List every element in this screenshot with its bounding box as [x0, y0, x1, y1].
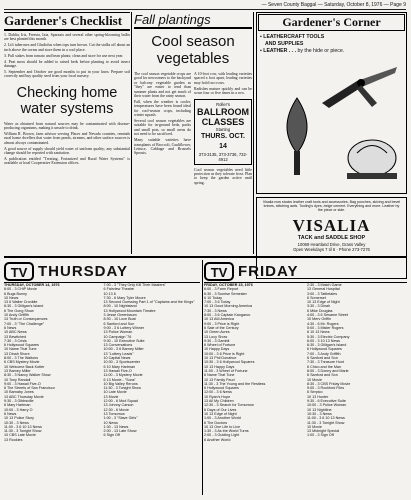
left-column [4, 12, 130, 167]
checklist-body [4, 33, 130, 79]
ad-item: AND SUPPLIES [265, 41, 304, 47]
listing-col [204, 283, 304, 442]
tv-entry: 13 All My Children [204, 399, 234, 404]
tv-entry: 10:30 - 3 Sportscenter [103, 360, 140, 365]
tv-entry: 6 Name That Tune [204, 373, 235, 378]
tv-entry: 10 13 Edge of Night [307, 300, 340, 305]
tv-entry: 3 Jesse Greenbaum [103, 313, 137, 318]
tv-entry: 4:30 - 6 Mr. Rogers [307, 321, 339, 326]
column-divider [202, 260, 203, 495]
ad-item: ▪ LEATHERCRAFT TOOLS [260, 34, 325, 40]
tv-entry: 11:00 - 3 Mystery Movie [103, 373, 143, 378]
page-header: — Seven County Baggal — Saturday, October 8, 1976 — Page 9 [4, 2, 406, 10]
tv-entry: 6 CBS Mystery Movie [4, 360, 40, 365]
tv-entry: 8:00 - 3 6 Captain Kangaroo [204, 313, 251, 318]
visalia-subtitle: TACK and SADDLE SHOP [297, 234, 366, 241]
tv-entry: 10 Big Valley Reruns [103, 381, 138, 386]
ad-item: ▪ LEATHER . . . by the hide or piece. [260, 48, 345, 54]
paragraph: The cool season vegetable crops are good for newcomers to the backyard or balcony vegetable garden as "they" are easier to tend than summer plants and not get much of their water from the rainy season. [134, 72, 191, 99]
tv-entry: 10 13 Hunter [307, 394, 329, 399]
gardeners-corner-title: Gardener's Corner [258, 14, 405, 31]
tv-listings [4, 256, 407, 498]
fall-plantings-label: Fall plantings [134, 12, 252, 29]
tv-entry: 7:30 - 3 Crisis [4, 338, 27, 343]
tv-entry: 2:00 - 13 Late Show [103, 429, 137, 434]
tv-entry: 8:00 - 3 The Waltons [4, 356, 39, 361]
trowel-icon [267, 93, 327, 178]
tv-entry: 6 Hollywood Squares [307, 347, 342, 352]
tv-entry: 13 Midnight Special [307, 429, 340, 434]
tv-entry: 10 13 Edge of Night [204, 411, 237, 416]
paragraph: Several cool season vegetables are suitable for in-ground beds, packs and small pots, so small areas do not need to be sacrificed. [134, 119, 191, 137]
gardeners-corner-ad [256, 12, 407, 194]
tv-entry: 9:30 - 6 Executive Suite [307, 399, 346, 404]
tv-entry: 6 Serpico [307, 390, 323, 395]
ad-line: Starting [215, 126, 231, 132]
tv-entry: 13 Rookies [4, 437, 23, 442]
tv-day-thursday: THURSDAY [38, 262, 128, 280]
tv-entry: 5:30 - 3 Electric Company [307, 334, 350, 339]
tv-entry: 6 Sale of the Century [204, 325, 239, 330]
tv-entry: 6 10 Today [204, 295, 222, 300]
tv-entry: 12:30 - 3 Search for Tomorrow [204, 403, 254, 408]
tv-entry: 13 Bewitched [4, 334, 27, 339]
tv-entry: 10 CBS Late Movie [4, 433, 36, 438]
tv-entry: 6 Mary Hartman [4, 403, 31, 408]
listing-col [307, 283, 407, 442]
tv-entry: 6:00 - 3 10 13 News [307, 338, 341, 343]
tv-entry: 11:30 - 3 Tonight Show [307, 420, 345, 425]
ad-caption: Visalia now stocks leather craft tools and accessories. Bag punches, skiving and bevel knives, stitching awls. Tooling's dyes, beige cement. Everything and more. Leather by the piece or side. [262, 200, 401, 213]
tv-entry: 11:00 - 3 6 10 13 News [4, 424, 42, 429]
tv-entry: 11:00 - 3 6 10 13 News [307, 416, 345, 421]
tv-entry: 6 Wheel of Fortune [204, 343, 236, 348]
tv-entry: 8:30 - 10 Love Boat [103, 317, 136, 322]
tv-entry: 1:00 - 3 "Slave Girls" [103, 416, 138, 421]
tv-entry: 10 Movie [307, 424, 322, 429]
pruning-shears-icon [317, 63, 402, 113]
tv-entry: 12:30 - 6 Movie [103, 407, 129, 412]
tv-entry: 6 The Gong Show [4, 308, 34, 313]
tv-entry: 10 Andy Griffith [4, 313, 30, 318]
tv-entry: 6:30 - 3 Sunrise Semester [204, 291, 247, 296]
tv-entry: 2:30 - 3 Match Game [307, 283, 342, 287]
tv-entry: 6 10 Mary Hartman [103, 364, 136, 369]
tv-entry: 10:00 - 3 6 Price is Right [204, 351, 245, 356]
tv-thursday [4, 260, 200, 442]
water-systems-body [4, 122, 130, 166]
tv-entry: 6 Somerset [307, 295, 326, 300]
tv-entry: 10 Late Movie [103, 390, 127, 395]
tv-entry: 2:00 - 3 Guiding Light [204, 433, 240, 438]
tv-entry: 4:00 - 3 6 Sesame Street [307, 313, 348, 318]
tv-entry: 11:30 - 3 The Young and the Restless [204, 381, 266, 386]
tv-entry: 6 Chico and the Man [307, 364, 342, 369]
tv-entry: 7:30 - 3 Treasure Hunt [307, 360, 344, 365]
tv-entry: 10 Green Acres [204, 330, 230, 335]
bullet-icon: ▪ [260, 34, 264, 40]
tv-entry: 6 10 13 News [307, 330, 330, 335]
tv-entry: 6 The Streets of San Francisco [4, 386, 55, 391]
tv-entry: 13 Truth or Consequences [4, 317, 48, 322]
tv-entry: 13 Johnny Carson [103, 403, 134, 408]
ad-line: Roller's [216, 101, 230, 107]
bullet-icon: ▪ [260, 48, 264, 54]
checklist-item: 2. Lift tuberoses and Gladiolus when tops turn brown. Cut the stalks off about an inch above the corms and store them in a cool place. [4, 43, 130, 52]
paragraph: Fall, when the weather is cooler, temperatures have been found ideal for cool-season crops, including winter squash. [134, 99, 191, 118]
tv-entry: 9:00 - 3 Price is Right [204, 321, 240, 326]
tv-entry: 3:00 - 3 Tattletales [307, 291, 338, 296]
tv-entry: 10 Happy Days [204, 347, 230, 352]
tv-entry: 10 Barnaby Jones [4, 390, 34, 395]
tv-entry: 13 Barney Miller [4, 368, 31, 373]
tv-entry: 5:00 - 3 Mister Rogers [307, 325, 344, 330]
tv-entry: 7:00 - 3 6 Today [204, 300, 231, 305]
column-divider [253, 12, 254, 254]
article-text-right [194, 72, 252, 187]
tv-entry: 10 Ryan's Hope [204, 394, 231, 399]
tv-entry: 10 13 6 [103, 291, 116, 296]
tv-entry: 9:00 - 3 Hawaii Five-O [4, 381, 41, 386]
tv-entry: 10:00 - 3 6 Barney Miller [103, 347, 144, 352]
tv-entry: 1:00 - 3 Another World [204, 416, 241, 421]
tv-entry: 9:30 - 10 Executive Suite [103, 338, 145, 343]
tv-entry: 8:00 - 3 Donny and Marie [307, 368, 349, 373]
tv-entry: 7:00 - 3 "The Challenge" [4, 321, 45, 326]
tv-logo-icon: TV [4, 262, 34, 281]
listing-col [104, 283, 201, 442]
tv-entry: 10 13 Family Feud [204, 377, 235, 382]
middle-column [134, 12, 252, 187]
tv-entry: 8:30 - 3 CBS Friday Movie [307, 381, 351, 386]
tv-entry: 10 News [103, 420, 118, 425]
article-text-left [134, 72, 191, 187]
checklist-item: 5. September and October are good months to put in your lawn. Prepare soil correctly and buy quality seed from your local nursery. [4, 69, 130, 79]
tv-entry: 7:30 - 6 Mary Tyler Moore [103, 295, 146, 300]
tv-entry: 10 13 One Life to Live [204, 424, 241, 429]
tv-entry: 8:00 - 10 Nightstand [103, 304, 137, 309]
tv-entry: 10 13 Phil Donahue [204, 356, 237, 361]
ad-date: THURS. OCT. 14 [201, 132, 245, 150]
tv-entry: 7:00 - 3 "They Only Kill Their Masters" [103, 283, 166, 287]
tv-entry: 6 The Doctors [204, 420, 228, 425]
water-systems-headline: Checking home water systems [16, 84, 118, 117]
tv-entry: 13 Conversations [103, 343, 133, 348]
tv-entry: 13 Dinah Shore [4, 351, 30, 356]
tv-entry: 10 13 Police Story [4, 416, 34, 421]
tv-entry: 7:00 - 3 Andy Griffith [307, 351, 341, 356]
paragraph: William R. Brown, farm advisor serving Placer and Nevada counties, reminds rural home dwellers that water from ponds, streams, and other surface sources is almost always contaminated. [4, 131, 130, 145]
tv-entry: 13 ABC Thursday Movie [4, 394, 44, 399]
cool-season-headline: Cool season vegetables [151, 33, 235, 67]
tv-entry: 10 13 Nightline [307, 407, 332, 412]
tv-entry: 13 Hawaii Five-O [103, 368, 132, 373]
tv-entry: 6:30 - 3 Gilligan's Island [4, 304, 44, 309]
tv-entry: 10 ABC News [4, 330, 27, 335]
tv-entry: 12:00 - 3 6 News [204, 390, 232, 395]
ad-phone: 373-3135, 373-3736, 732-4912 [198, 151, 248, 162]
tv-entry: 10 Tony Randall [4, 377, 31, 382]
tv-day-friday: FRIDAY [238, 262, 299, 280]
column-divider [131, 12, 132, 254]
tv-entry: 10 Capital News [103, 356, 131, 361]
tv-entry: 7:30 - 3 News [204, 308, 227, 313]
tv-entry: 13 Lucy Show [204, 334, 228, 339]
tv-entry: 10 Campaign '76 [103, 334, 132, 339]
checklist-item: 1. Dahlia, Iris, Freesia, Ixia, Sparaxis and several other spring-blooming bulbs are best planted this month. [4, 33, 130, 42]
tv-entry: 11:30 - 3 Tonight Show [4, 429, 42, 434]
tv-entry: 6 Sanford and Son [307, 356, 338, 361]
tv-entry: 6 Sign Off [103, 433, 120, 438]
tv-entry: 10 Welcome Back Kotter [4, 364, 45, 369]
checklist-item: 4. Peat moss should be added to raised beds before planting to avoid insect damage. [4, 59, 130, 68]
tv-entry: 8:30 - 3 Nancy Walker Show [4, 373, 51, 378]
tv-entry: 10:30 - 3 News [4, 420, 29, 425]
tv-entry: 6 Fairview Theatre [103, 287, 134, 292]
tv-entry: 6:30 - 3 Gilligan's Island [307, 343, 347, 348]
tv-entry: 10 Movie [307, 377, 322, 382]
tv-logo-icon: TV [204, 262, 234, 281]
tv-entry: 1:00 - 3 Sign Off [307, 433, 334, 438]
tv-entry: 6 Another World [204, 437, 231, 442]
tv-date: FRIDAY, OCTOBER 15, 1976 [204, 283, 253, 287]
tv-date: THURSDAY, OCTOBER 14, 1976 [4, 283, 60, 287]
paragraph: A 10-foot row, with leading varieties spaced a foot apart, leading varieties may hold two rows. [194, 72, 252, 85]
tv-entry: 1:30 - 3 As the World Turns [204, 429, 249, 434]
tv-entry: 6 Hollywood Squares [4, 343, 39, 348]
paragraph: Cool season vegetables need little protection as they tolerate frost. Plan to keep the garden active until spring. [194, 167, 252, 185]
tv-entry: 10 13 Happy Days [204, 364, 235, 369]
tv-entry: 12:00 - 6 Mod Squad [103, 399, 138, 404]
tv-entry: 6:00 - 3 CHiP Movie [4, 287, 37, 292]
glove-icon [342, 128, 402, 183]
tv-entry: 9:00 - 3 Rockford Files [307, 386, 345, 391]
tv-entry: 6 Bugs Bunny [4, 291, 27, 296]
tv-entry: 13 Tomorrow [103, 411, 125, 416]
paragraph: A publication entitled "Treating, Fortanized and Rural Water Systems" is available at local Cooperative Extension offices. [4, 157, 130, 166]
tv-entry: 9:30 - 3 Gambit [204, 338, 230, 343]
tv-entry: 10 News [4, 295, 19, 300]
tv-friday [204, 260, 407, 442]
tv-entry: 6 Hollywood Squares [204, 386, 239, 391]
tv-entry: 13 Second Guessing Part 1 of "Captains and the Kings" [103, 300, 195, 305]
right-column [256, 12, 407, 279]
tv-entry: 13 General Hospital [307, 287, 340, 292]
paragraph: A good source of supply should yield water of uniform quality; any substantial change should be reported with sanitation. [4, 146, 130, 156]
tv-entry: 3:30 - 3 Dinah [307, 304, 331, 309]
tv-entry: 10 13 AM America [204, 317, 234, 322]
tv-entry: 10:00 - 3 Police Woman [307, 403, 347, 408]
tv-entry: 9:00 - 3 6 Lottery Winner [103, 325, 145, 330]
tv-entry: 13 Hollywood Mountain Theatre [103, 308, 156, 313]
tv-entry: 13 6 Walter Cronkite [4, 300, 38, 305]
tv-entry: 6 13 Movie - "Sons" [103, 377, 136, 382]
tv-entry: 6 News [4, 325, 17, 330]
visalia-address: 10069 Heartland Drive, Grass Valley [297, 241, 366, 247]
ad-title: BALLROOM CLASSES [197, 106, 249, 127]
checklist-item: 3. Pull stakes from tomato and bean plants; clean and store for use next year. [4, 53, 124, 58]
tv-entry: 10 Merv Griffin [307, 317, 332, 322]
tv-entry: 6 Days of Our Lives [204, 407, 237, 412]
visalia-name: VISALIA [292, 215, 371, 235]
tv-entry: 1:30 - 13 News [103, 424, 129, 429]
tv-entry: 10 Name That Tune [4, 347, 37, 352]
tv-entry: 10:30 - 3 6 Hollywood Squares [204, 360, 255, 365]
tv-entry: 6 Sanford and Son [103, 321, 135, 326]
tv-entry: 13 Police Woman [103, 330, 133, 335]
tv-entry: 13 "Lottery Leads" [103, 351, 134, 356]
tv-entry: 10 13 Good Morning America [204, 304, 252, 309]
paragraph: Radishes mature quickly and can be sown four or five times in a row. [194, 86, 252, 96]
gardeners-checklist-title: Gardener's Checklist [4, 12, 130, 31]
tv-entry: 11:00 - 3 Wheel of Fortune [204, 368, 248, 373]
tv-entry: 10:00 - 3 Harry O [4, 407, 33, 412]
tv-entry: 11:30 - 3 Tonight Show [103, 386, 141, 391]
paragraph: Water as obtained from natural sources may be contaminated with disease-producing organisms, making it unsafe to drink. [4, 121, 130, 131]
ballroom-ad [194, 99, 252, 165]
tv-entry: 6 Mike Douglas [307, 308, 333, 313]
paragraph: Many suitable varieties have transplants of Broccoli, Cauliflower, Lettuce, Cabbage and Brussels Sprouts. [134, 138, 191, 156]
tv-entry: 13 Movie [103, 394, 119, 399]
tv-entry: 6 News [4, 411, 17, 416]
tv-entry: 10:30 - 3 News [307, 411, 332, 416]
visalia-hours: Open Weekdays 7 til 6 · Phone 273-7276 [293, 247, 370, 253]
listing-col [4, 283, 101, 442]
tv-entry: 9:30 - 3 Gibbsville [4, 399, 34, 404]
tv-entry: 6 Sanford and Son [307, 373, 338, 378]
tv-entry: 6:00 - 3 Farm Report [204, 287, 239, 292]
